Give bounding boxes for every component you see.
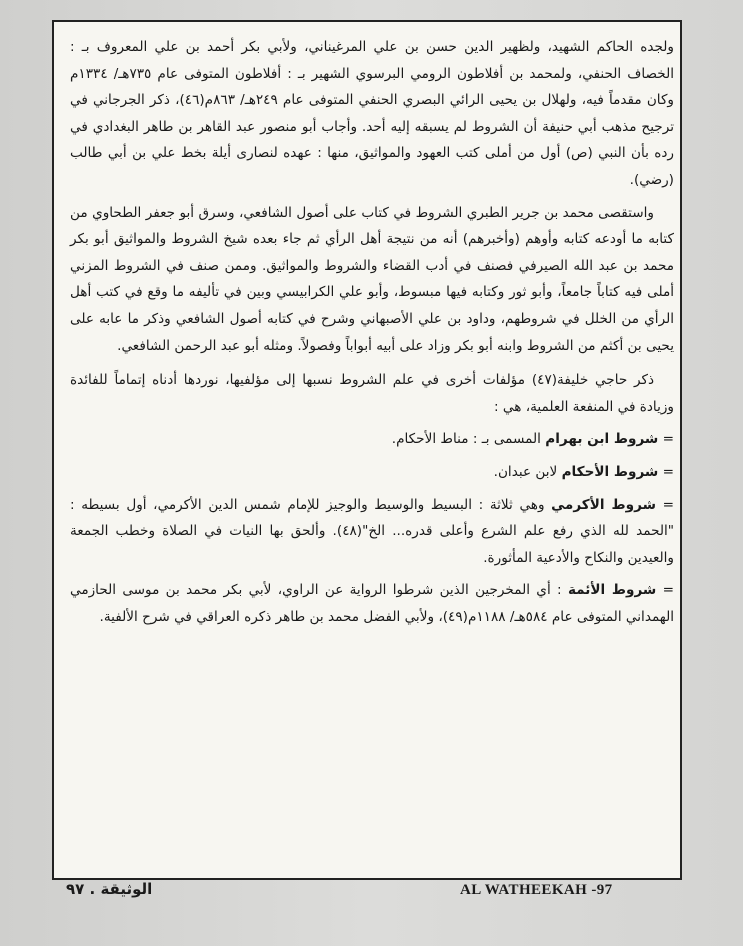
list-item-title: شروط ابن بهرام bbox=[545, 431, 659, 448]
list-marker: = bbox=[658, 431, 674, 448]
list-marker: = bbox=[658, 463, 674, 480]
list-item-text: : أي المخرجين الذين شرطوا الرواية عن الراوي، لأبي بكر محمد بن موسى الحازمي الهمداني المتوفى عام ٥٨٤هـ/ ١١٨٨م(٤٩)، ولأبي الفضل محمد بن طاهر ذكره العراقي في شرح الألفية. bbox=[70, 582, 674, 625]
list-item bbox=[70, 577, 674, 630]
list-item bbox=[70, 492, 674, 572]
paragraph-2: واستقصى محمد بن جرير الطبري الشروط في كتاب على أصول الشافعي، وسرق أبو جعفر الطحاوي من كتابه ما أودعه كتابه وأوهم (وأخبرهم) أنه من نتيجة أهل الرأي ثم جاء بعده شيخ الشروط والمواثيق أبو بكر محمد بن عبد الله الصيرفي فصنف في أدب القضاء والشروط والمواثيق. وممن صنف في الشروط المزني أملى فيه كتاباً جامعاً، وأبو ثور وكتابه فيها مبسوط، وأبو علي الكرابيسي وبين في تأليفه ما وقع في كتب أهل الرأي من الخلل في شروطهم، وداود بن علي الأصبهاني وشرح في كتابه أصول الشافعي وذكر ما عابه على يحيى بن أكثم من الشروط وابنه أبو بكر وزاد على أبيه أبواباً وفصولاً. ومثله أبو عبد الرحمن الشافعي. bbox=[70, 204, 674, 354]
article-body bbox=[70, 34, 674, 630]
page-footer bbox=[52, 882, 682, 910]
paragraph-3: ذكر حاجي خليفة(٤٧) مؤلفات أخرى في علم الشروط نسبها إلى مؤلفيها، نوردها أدناه إتماماً للفائدة وزيادة في المنفعة العلمية، هي : bbox=[70, 372, 674, 415]
list-item-text: لابن عبدان. bbox=[493, 463, 562, 480]
list-item-text: المسمى بـ : مناط الأحكام. bbox=[391, 431, 546, 448]
list-item-title: شروط الأكرمي bbox=[551, 496, 656, 513]
paragraph-1: ولجده الحاكم الشهيد، ولظهير الدين حسن بن علي المرغيناني، ولأبي بكر أحمد بن علي المعروف بـ : الخصاف الحنفي، ولمحمد بن أفلاطون الرومي البرسوي الشهير بـ : أفلاطون المتوفى عام ٧٣٥هـ/ ١٣٣٤م وكان مقدماً فيه، ولهلال بن يحيى الرائي البصري الحنفي المتوفى عام ٢٤٩هـ/ ٨٦٣م(٤٦)، ذكر الجرجاني في ترجيح مذهب أبي حنيفة أن الشروط لم يسبقه إليه أحد. وأجاب أبو منصور عبد القاهر بن طاهر البغدادي في رده بأن النبي (ص) أول من أملى كتب العهود والمواثيق، منها : عهده لنصارى أيلة بخط علي بن أبي طالب (رضي). bbox=[70, 39, 674, 188]
list-item-title: شروط الأئمة bbox=[567, 582, 657, 599]
footer-arabic-title: الوثيقة . ٩٧ bbox=[66, 880, 153, 898]
list-marker: = bbox=[655, 496, 674, 513]
list-item bbox=[70, 459, 674, 486]
list-item-title: شروط الأحكام bbox=[561, 463, 659, 480]
list-marker: = bbox=[656, 582, 674, 599]
list-item-text: وهي ثلاثة : البسيط والوسيط والوجيز للإمام شمس الدين الأكرمي، أول بسيطه : "الحمد لله الذي رفع علم الشرع وأعلى قدره... الخ"(٤٨). وألحق بها النيات في الصلاة وخطب الجمعة والعيدين والنكاح والأدعية المأثورة. bbox=[70, 496, 675, 566]
footer-latin-title: AL WATHEEKAH -97 bbox=[460, 882, 613, 898]
list-item bbox=[70, 426, 674, 453]
